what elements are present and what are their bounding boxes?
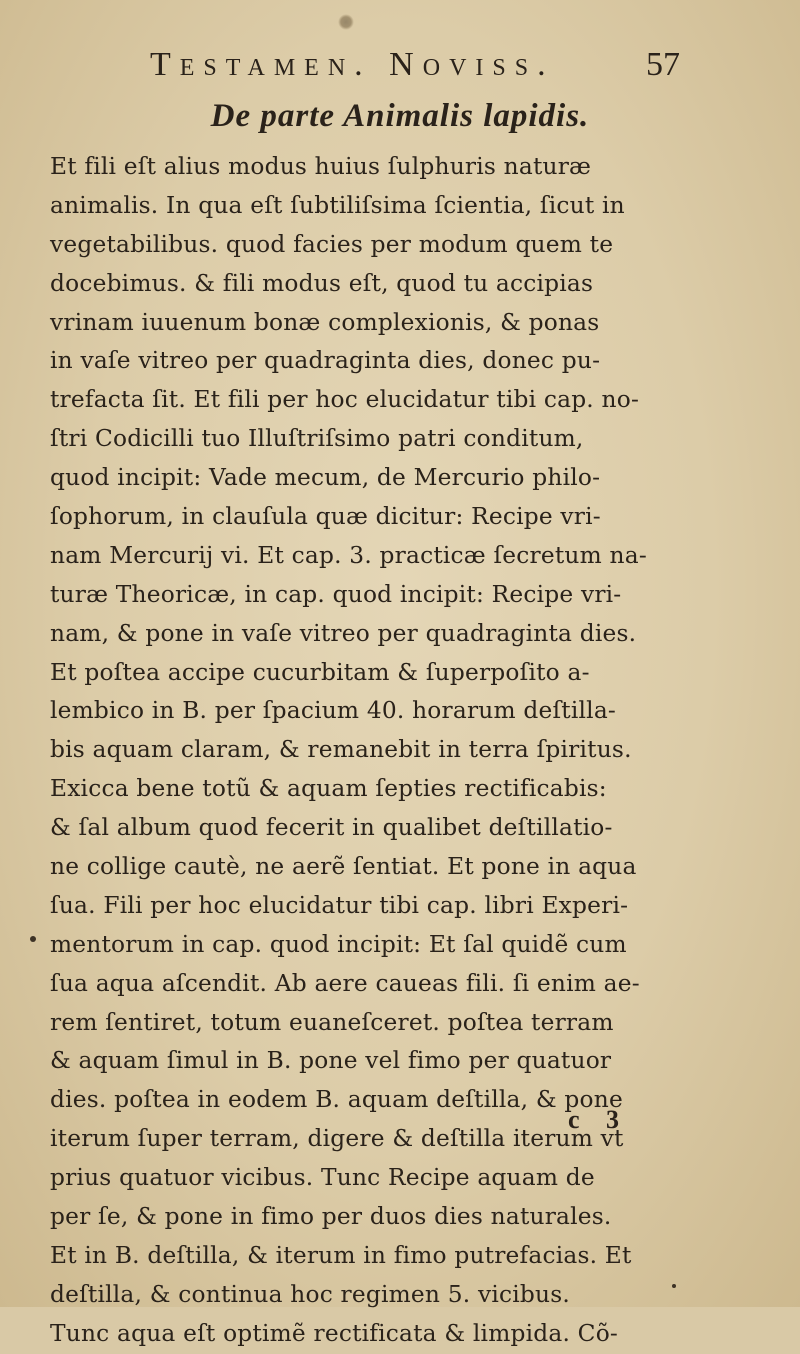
text-line: & ſal album quod fecerit in qualibet deſtillatio- [50, 814, 613, 842]
text-line: nam Mercurij vi. Et cap. 3. practicæ ſecretum na- [50, 541, 647, 569]
text-line: rem ſentiret, totum euaneſceret. poſtea terram [50, 1008, 614, 1036]
text-line: ſtri Codicilli tuo Illuſtriſsimo patri conditum, [50, 425, 584, 453]
catchword: c 3 [568, 1105, 630, 1134]
text-line: bis aquam claram, & remanebit in terra ſpiritus. [50, 736, 632, 764]
text-line: Et fili eſt alius modus huius ſulphuris naturæ [50, 153, 592, 180]
text-line: quod incipit: Vade mecum, de Mercurio philo- [50, 464, 601, 492]
text-line: prius quatuor vicibus. Tunc Recipe aquam de [50, 1164, 595, 1192]
ornament-mark [338, 14, 354, 30]
text-line: ne collige cautè, ne aerẽ ſentiat. Et pone in aqua [50, 853, 637, 881]
text-line: vegetabilibus. quod facies per modum quem te [50, 230, 614, 258]
text-line: Tunc aqua eſt optimẽ rectificata & limpida. Cõ- [50, 1319, 619, 1347]
text-line: dies. poſtea in eodem B. aquam deſtilla, & pone [50, 1086, 623, 1114]
text-line: ſophorum, in clauſula quæ dicitur: Recipe vri- [50, 503, 601, 531]
text-line: in vaſe vitreo per quadraginta dies, donec pu- [50, 347, 601, 375]
text-line: lembico in B. per ſpacium 40. horarum deſtilla- [50, 697, 616, 725]
ink-speck [30, 936, 36, 942]
text-line: Exicca bene totũ & aquam ſepties rectificabis: [50, 775, 607, 803]
text-line: per ſe, & pone in fimo per duos dies naturales. [50, 1203, 612, 1231]
running-head-title: Testamen. Noviss. [150, 46, 555, 83]
text-line: nam, & pone in vaſe vitreo per quadraginta dies. [50, 619, 637, 647]
running-head [150, 46, 680, 88]
body-text [50, 148, 690, 1354]
text-line: Et poſtea accipe cucurbitam & ſuperpoſito a- [50, 658, 590, 686]
ink-speck [672, 1284, 676, 1288]
text-line: docebimus. & fili modus eſt, quod tu accipias [50, 269, 594, 297]
text-line: mentorum in cap. quod incipit: Et ſal quidẽ cum [50, 930, 627, 958]
text-line: animalis. In qua eſt ſubtiliſsima ſcientia, ſicut in [50, 191, 625, 219]
text-line: & aquam ſimul in B. pone vel fimo per quatuor [50, 1047, 612, 1075]
text-line: trefacta ſit. Et fili per hoc elucidatur tibi cap. no- [50, 386, 640, 414]
text-line: deſtilla, & continua hoc regimen 5. vicibus. [50, 1280, 570, 1308]
text-line: ſua aqua aſcendit. Ab aere caueas fili. ſi enim ae- [50, 969, 640, 997]
text-line: ſua. Fili per hoc elucidatur tibi cap. libri Experi- [50, 891, 629, 919]
text-line: vrinam iuuenum bonæ complexionis, & ponas [50, 308, 600, 336]
text-line: Et in B. deſtilla, & iterum in fimo putrefacias. Et [50, 1241, 632, 1269]
text-line: turæ Theoricæ, in cap. quod incipit: Recipe vri- [50, 580, 622, 608]
section-heading: De parte Animalis lapidis. [210, 98, 590, 134]
text-line: iterum ſuper terram, digere & deſtilla iterum vt [50, 1125, 624, 1153]
page-number: 57 [646, 46, 680, 83]
